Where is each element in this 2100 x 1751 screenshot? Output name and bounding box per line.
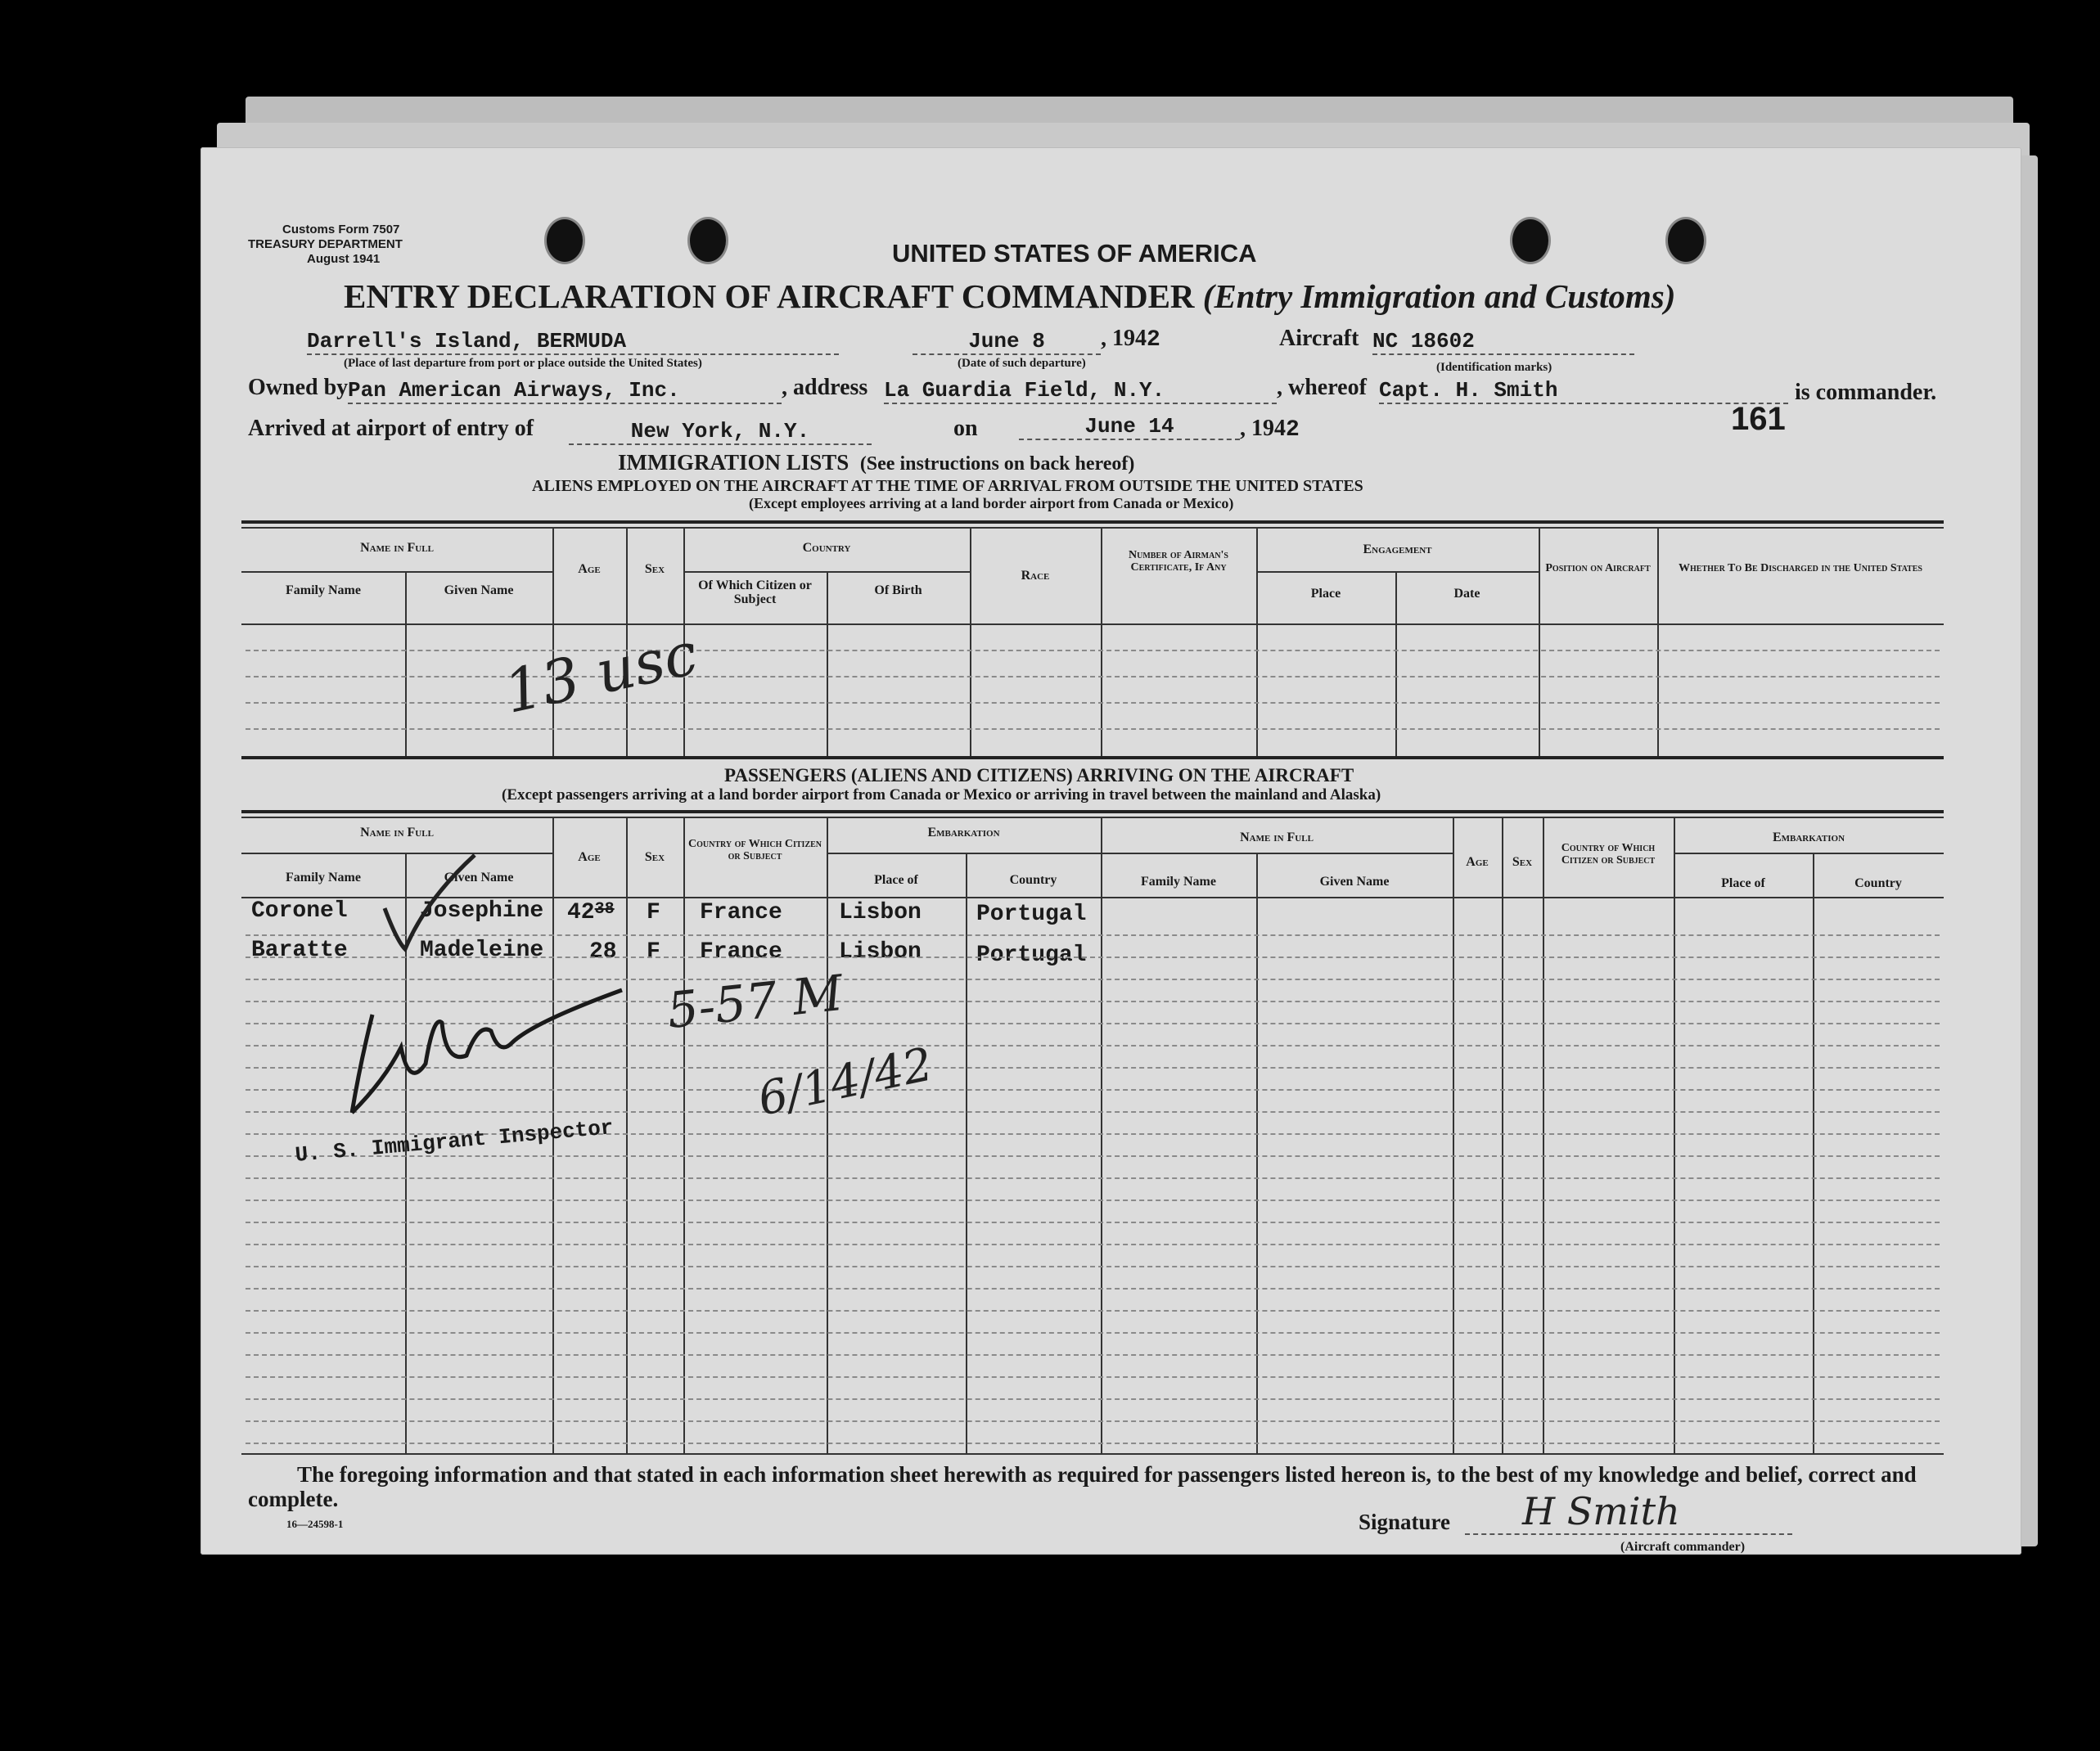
pass-col-citizen-2: Country of Which Citizen or Subject xyxy=(1561,842,1656,866)
passenger-2-embark-place: Lisbon xyxy=(839,939,922,965)
emp-col-position: Position on Aircraft xyxy=(1545,562,1651,574)
punch-hole xyxy=(1665,217,1706,264)
col xyxy=(626,817,628,1453)
departure-place: Darrell's Island, BERMUDA xyxy=(307,329,839,355)
passengers-title: PASSENGERS (ALIENS AND CITIZENS) ARRIVING ON THE AIRCRAFT xyxy=(724,765,1354,785)
commander-suffix: is commander. xyxy=(1795,380,1937,405)
immigrant-inspector-stamp: U. S. Immigrant Inspector xyxy=(294,1115,615,1168)
owner-address: La Guardia Field, N.Y. xyxy=(884,378,1277,404)
row-rule xyxy=(246,1310,1940,1312)
employees-engagement-subline xyxy=(1256,571,1539,573)
pass-col-name-2: Name in Full xyxy=(1240,830,1314,844)
row-rule xyxy=(246,1200,1940,1201)
employees-table-top-inner xyxy=(241,527,1944,529)
pass-col-embarkation-2: Embarkation xyxy=(1772,830,1845,844)
form-number: Customs Form 7507 xyxy=(282,223,400,236)
address-label: , address xyxy=(782,375,868,400)
col xyxy=(1101,527,1102,756)
punch-hole xyxy=(1510,217,1551,264)
col xyxy=(552,527,554,756)
col xyxy=(1101,817,1102,1453)
arrival-year-digit: 2 xyxy=(1286,417,1300,443)
print-code: 16—24598-1 xyxy=(286,1518,344,1530)
row-rule xyxy=(246,1332,1940,1334)
passengers-table-bottom xyxy=(241,1453,1944,1455)
aircraft-label: Aircraft xyxy=(1279,326,1359,351)
row-rule xyxy=(246,957,1940,958)
col xyxy=(1674,817,1675,1453)
row-rule xyxy=(246,728,1940,730)
form-date: August 1941 xyxy=(307,252,381,266)
departure-year-prefix: , 194 xyxy=(1101,326,1147,351)
passengers-table-top-inner xyxy=(241,817,1944,818)
pass-col-family: Family Name xyxy=(286,871,361,885)
row-rule xyxy=(246,1376,1940,1378)
immigration-subtitle: ALIENS EMPLOYED ON THE AIRCRAFT AT THE TIME OF ARRIVAL FROM OUTSIDE THE UNITED STATES xyxy=(532,477,1363,495)
passenger-1-age-struck: 38 xyxy=(594,900,615,919)
country-heading: UNITED STATES OF AMERICA xyxy=(892,239,1257,268)
pass-col-family-2: Family Name xyxy=(1141,875,1216,889)
pass-col-given: Given Name xyxy=(444,871,514,885)
emp-col-certificate: Number of Airman's Certificate, If Any xyxy=(1128,549,1228,574)
owner-name: Pan American Airways, Inc. xyxy=(348,378,782,404)
passengers-subtitle: (Except passengers arriving at a land border airport from Canada or Mexico or arriving in travel between the mainland and Alaska) xyxy=(502,786,1381,803)
pass-col-citizen: Country of Which Citizen or Subject xyxy=(687,838,822,862)
pass-embark2-subline xyxy=(1674,853,1944,854)
passenger-2-embark-country: Portugal xyxy=(976,943,1087,968)
departure-year-digit: 2 xyxy=(1147,327,1160,353)
immigration-title-note: (See instructions on back hereof) xyxy=(859,453,1135,475)
emp-col-name: Name in Full xyxy=(360,541,434,555)
on-label: on xyxy=(953,416,978,441)
row-rule xyxy=(246,702,1940,704)
row-rule xyxy=(246,1443,1940,1444)
col xyxy=(1502,817,1503,1453)
arrival-date: June 14 xyxy=(1019,414,1240,440)
employees-header-bottom xyxy=(241,623,1944,625)
pass-name2-subline xyxy=(1101,853,1453,854)
form-title xyxy=(344,277,1675,316)
passenger-2-sex: F xyxy=(647,939,660,965)
row-rule xyxy=(246,1244,1940,1245)
arrival-airport: New York, N.Y. xyxy=(569,419,872,445)
col xyxy=(1543,817,1544,1453)
col xyxy=(683,817,685,1453)
passenger-1-embark-place: Lisbon xyxy=(839,900,922,925)
col xyxy=(1813,853,1814,1453)
pass-col-place: Place of xyxy=(874,873,918,887)
signature-caption: (Aircraft commander) xyxy=(1620,1540,1746,1554)
punch-hole xyxy=(687,217,728,264)
row-rule xyxy=(246,1354,1940,1356)
row-rule xyxy=(246,1266,1940,1267)
pass-col-country-2: Country xyxy=(1854,876,1902,890)
departure-date-caption: (Date of such departure) xyxy=(958,357,1086,370)
checkmark-mark xyxy=(376,851,483,957)
pass-col-sex-2: Sex xyxy=(1512,855,1533,869)
col xyxy=(1539,527,1540,756)
pass-col-age-2: Age xyxy=(1466,855,1489,869)
pass-col-sex: Sex xyxy=(644,850,665,864)
emp-col-date: Date xyxy=(1453,587,1480,601)
handwritten-13-usc: 13 usc xyxy=(498,619,704,727)
row-rule xyxy=(246,650,1940,651)
handwritten-5-57-m: 5-57 M xyxy=(664,964,846,1041)
passenger-2-citizen: France xyxy=(700,939,782,965)
row-rule xyxy=(246,1398,1940,1400)
immigration-title xyxy=(618,450,1134,475)
signature-label: Signature xyxy=(1359,1510,1451,1534)
passenger-2-age: 28 xyxy=(589,939,617,965)
row-rule xyxy=(246,1222,1940,1223)
passenger-2-given: Madeleine xyxy=(420,938,544,963)
handwritten-date: 6/14/42 xyxy=(753,1038,938,1127)
aircraft-id: NC 18602 xyxy=(1372,329,1634,355)
emp-col-discharged: Whether To Be Discharged in the United States xyxy=(1679,562,1922,574)
emp-col-country: Country xyxy=(802,541,851,555)
passengers-table-top xyxy=(241,810,1944,813)
col xyxy=(1256,527,1258,756)
passenger-1-embark-country: Portugal xyxy=(976,902,1087,927)
row-rule xyxy=(246,676,1940,677)
commander-name: Capt. H. Smith xyxy=(1379,378,1788,404)
row-rule xyxy=(246,934,1940,936)
department: TREASURY DEPARTMENT xyxy=(248,237,403,251)
owned-by-label: Owned by xyxy=(248,375,349,400)
passenger-2-family: Baratte xyxy=(251,938,348,963)
emp-col-given: Given Name xyxy=(444,583,514,597)
passenger-1-citizen: France xyxy=(700,900,782,925)
col xyxy=(827,817,828,1453)
passenger-1-age xyxy=(567,900,615,925)
arrival-year-prefix: , 194 xyxy=(1240,416,1286,441)
departure-year xyxy=(1101,326,1160,353)
passenger-1-age-value: 42 xyxy=(567,900,595,925)
emp-col-place: Place xyxy=(1310,587,1341,601)
arrived-label: Arrived at airport of entry of xyxy=(248,416,534,441)
whereof-label: , whereof xyxy=(1277,375,1367,400)
emp-col-citizen: Of Which Citizen or Subject xyxy=(698,578,812,606)
certification-text: The foregoing information and that stated in each information sheet herewith as required for passengers listed hereon is, to the best of my knowledge and belief, correct and complete. xyxy=(248,1462,1917,1511)
passenger-1-family: Coronel xyxy=(251,898,348,924)
passenger-1-sex: F xyxy=(647,900,660,925)
emp-col-age: Age xyxy=(578,562,601,576)
emp-col-family: Family Name xyxy=(286,583,361,597)
emp-col-sex: Sex xyxy=(644,562,665,576)
punch-hole xyxy=(544,217,585,264)
col xyxy=(1256,853,1258,1453)
immigration-title-main: IMMIGRATION LISTS xyxy=(618,450,849,475)
pass-col-name: Name in Full xyxy=(360,826,434,839)
row-rule xyxy=(246,1155,1940,1157)
sheet-number: 161 xyxy=(1731,401,1786,437)
arrival-year xyxy=(1240,416,1300,443)
col xyxy=(1657,527,1659,756)
commander-signature: H Smith xyxy=(1522,1489,1680,1533)
pass-col-place-2: Place of xyxy=(1721,876,1765,890)
immigration-subtitle-note: (Except employees arriving at a land border airport from Canada or Mexico) xyxy=(749,495,1234,511)
row-rule xyxy=(246,1177,1940,1179)
col xyxy=(1453,817,1454,1453)
emp-col-birth: Of Birth xyxy=(874,583,922,597)
row-rule xyxy=(246,1288,1940,1290)
pass-col-given-2: Given Name xyxy=(1319,875,1390,889)
employees-name-subline xyxy=(241,571,552,573)
row-rule xyxy=(246,1420,1940,1422)
emp-col-engagement: Engagement xyxy=(1363,542,1432,556)
form-title-sub: (Entry Immigration and Customs) xyxy=(1202,277,1676,315)
pass-col-country: Country xyxy=(1009,873,1057,887)
employees-table-top xyxy=(241,520,1944,524)
emp-col-race: Race xyxy=(1021,569,1050,583)
passenger-1-given: Josephine xyxy=(420,898,544,924)
departure-date: June 8 xyxy=(913,329,1101,355)
form-title-main: ENTRY DECLARATION OF AIRCRAFT COMMANDER xyxy=(344,277,1195,315)
col xyxy=(966,853,967,1453)
pass-col-embarkation: Embarkation xyxy=(927,826,1000,839)
inspector-signature xyxy=(336,966,630,1121)
pass-embark-subline xyxy=(827,853,1101,854)
departure-place-caption: (Place of last departure from port or place outside the United States) xyxy=(344,357,702,370)
col xyxy=(970,527,971,756)
form-sheet xyxy=(201,147,2021,1555)
pass-col-age: Age xyxy=(578,850,601,864)
employees-table-bottom xyxy=(241,756,1944,759)
aircraft-caption: (Identification marks) xyxy=(1436,361,1552,374)
